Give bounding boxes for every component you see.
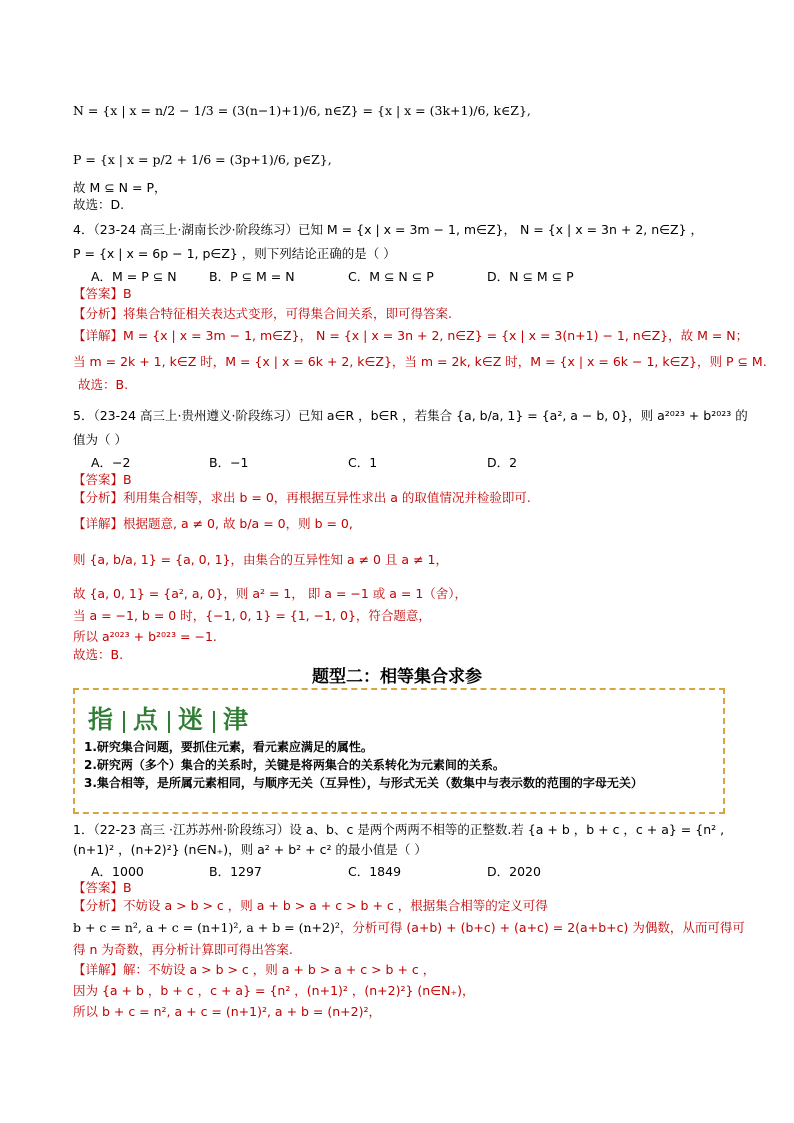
answer-line: 故选：D. [73, 197, 125, 212]
q4-option-d: D．N ⊆ M ⊆ P [487, 269, 574, 284]
conclusion-line: 故 M ⊆ N = P， [73, 180, 167, 195]
q5-detail-line4: 当 a = −1, b = 0 时，{−1, 0, 1} = {1, −1, 0}，符合题意， [73, 608, 431, 623]
tips-heading-char: 津 [223, 705, 251, 734]
tips-divider [168, 711, 170, 733]
analysis-text: 利用集合相等，求出 b = 0，再根据互异性求出 a 的取值情况并检验即可. [123, 490, 531, 505]
analysis-tag: 【分析】 [73, 306, 124, 321]
q5-analysis-line [73, 490, 531, 506]
q1-option-a: A．1000 [91, 864, 144, 879]
q1-stem-line2: (n+1)² ，(n+2)²} (n∈N₊)，则 a² + b² + c² 的最小值是（ ） [73, 842, 427, 857]
q4-detail-line2: 当 m = 2k + 1, k∈Z 时，M = {x | x = 6k + 2, k∈Z}，当 m = 2k, k∈Z 时，M = {x | x = 6k − 1, k∈Z}，则 P ⊆ M. [73, 354, 767, 369]
answer-value: B [123, 472, 132, 487]
detail-tag: 【详解】 [73, 962, 124, 977]
q1-analysis-line2 [73, 920, 745, 936]
answer-tag: 【答案】 [73, 286, 124, 301]
q1-option-d: D．2020 [487, 864, 541, 879]
q5-final: 故选：B. [73, 647, 124, 662]
tip-item: 2.研究两（多个）集合的关系时，关键是将两集合的关系转化为元素间的关系。 [84, 758, 505, 772]
tips-divider [123, 711, 125, 733]
q5-detail-line3: 故 {a, 0, 1} = {a², a, 0}，则 a² = 1， 即 a = −1 或 a = 1（舍）， [73, 586, 468, 601]
detail-tag: 【详解】 [73, 516, 124, 531]
q4-stem-line2: P = {x | x = 6p − 1, p∈Z} ，则下列结论正确的是（ ） [73, 246, 396, 261]
q1-stem-line1: 1．（22-23 高三 ·江苏苏州·阶段练习）设 a、b、c 是两个两两不相等的正整数.若 {a + b ，b + c ，c + a} = {n² , [73, 822, 725, 837]
answer-tag: 【答案】 [73, 880, 124, 895]
answer-value: B [123, 286, 132, 301]
q5-stem-line1: 5．（23-24 高三上·贵州遵义·阶段练习）已知 a∈R ，b∈R ，若集合 {a, b/a, 1} = {a², a − b, 0}，则 a²⁰²³ + b²⁰²³ 的 [73, 408, 748, 423]
tips-divider [213, 711, 215, 733]
q1-analysis-line [73, 898, 548, 914]
q5-detail-line2: 则 {a, b/a, 1} = {a, 0, 1}，由集合的互异性知 a ≠ 0 且 a ≠ 1， [73, 552, 448, 567]
q1-option-c: C．1849 [348, 864, 402, 879]
q5-option-a: A．−2 [91, 455, 131, 470]
tips-heading [88, 700, 250, 736]
detail-text: M = {x | x = 3m − 1, m∈Z}， N = {x | x = 3n + 2, n∈Z} = {x | x = 3(n+1) − 1, n∈Z}，故 M = N； [123, 328, 749, 343]
analysis-text: ，分析可得 (a+b) + (b+c) + (a+c) = 2(a+b+c) 为偶数，从而可得可 [339, 920, 745, 935]
answer-value: B [123, 880, 132, 895]
q1-detail-line3: 所以 b + c = n², a + c = (n+1)², a + b = (n+2)²， [73, 1004, 381, 1019]
answer-tag: 【答案】 [73, 472, 124, 487]
section-title: 题型二：相等集合求参 [312, 667, 482, 687]
q4-option-b: B．P ⊆ M = N [209, 269, 295, 284]
tips-heading-char: 指 [88, 705, 116, 734]
q5-option-b: B．−1 [209, 455, 249, 470]
q1-option-b: B．1297 [209, 864, 262, 879]
q4-option-c: C．M ⊆ N ⊆ P [348, 269, 434, 284]
tip-item: 1.研究集合问题，要抓住元素，看元素应满足的属性。 [84, 740, 373, 754]
q4-stem-line1: 4．（23-24 高三上·湖南长沙·阶段练习）已知 M = {x | x = 3m − 1, m∈Z}， N = {x | x = 3n + 2, n∈Z} ， [73, 222, 704, 237]
q5-answer-line [73, 472, 132, 488]
q4-final: 故选：B. [78, 377, 129, 392]
detail-tag: 【详解】 [73, 328, 124, 343]
q5-stem-line2: 值为（ ） [73, 432, 127, 447]
analysis-equations: b + c = n², a + c = (n+1)², a + b = (n+2)² [73, 920, 340, 935]
q4-option-a: A．M = P ⊆ N [91, 269, 177, 284]
tips-heading-char: 点 [133, 705, 161, 734]
q1-detail-line1 [73, 962, 435, 978]
q4-detail-line1 [73, 328, 748, 344]
detail-text: 解：不妨设 a > b > c ，则 a + b > a + c > b + c ， [123, 962, 436, 977]
q4-analysis-line [73, 306, 452, 322]
p-set-line: P = {x | x = p/2 + 1/6 = (3p+1)/6, p∈Z}, [73, 152, 332, 167]
q4-answer-line [73, 286, 132, 302]
q5-detail-line5: 所以 a²⁰²³ + b²⁰²³ = −1. [73, 629, 217, 644]
tip-item: 3.集合相等，是所属元素相同，与顺序无关（互异性），与形式无关（数集中与表示数的范围的字母无关） [84, 776, 643, 790]
detail-text: 根据题意, a ≠ 0, 故 b/a = 0，则 b = 0, [123, 516, 353, 531]
q1-analysis-line3: 得 n 为奇数，再分析计算即可得出答案. [73, 942, 293, 957]
analysis-tag: 【分析】 [73, 490, 124, 505]
n-set-line: N = {x | x = n/2 − 1/3 = (3(n−1)+1)/6, n∈Z} = {x | x = (3k+1)/6, k∈Z}, [73, 103, 531, 118]
q1-answer-line [73, 880, 132, 896]
q5-detail-line1 [73, 516, 353, 532]
q1-detail-line2: 因为 {a + b ，b + c ，c + a} = {n² ，(n+1)² ，(n+2)²} (n∈N₊)， [73, 983, 475, 998]
tips-heading-char: 迷 [178, 705, 206, 734]
analysis-text: 将集合特征相关表达式变形，可得集合间关系，即可得答案. [123, 306, 452, 321]
q5-option-d: D．2 [487, 455, 518, 470]
analysis-text: 不妨设 a > b > c ，则 a + b > a + c > b + c ，根据集合相等的定义可得 [123, 898, 548, 913]
analysis-tag: 【分析】 [73, 898, 124, 913]
q5-option-c: C．1 [348, 455, 378, 470]
